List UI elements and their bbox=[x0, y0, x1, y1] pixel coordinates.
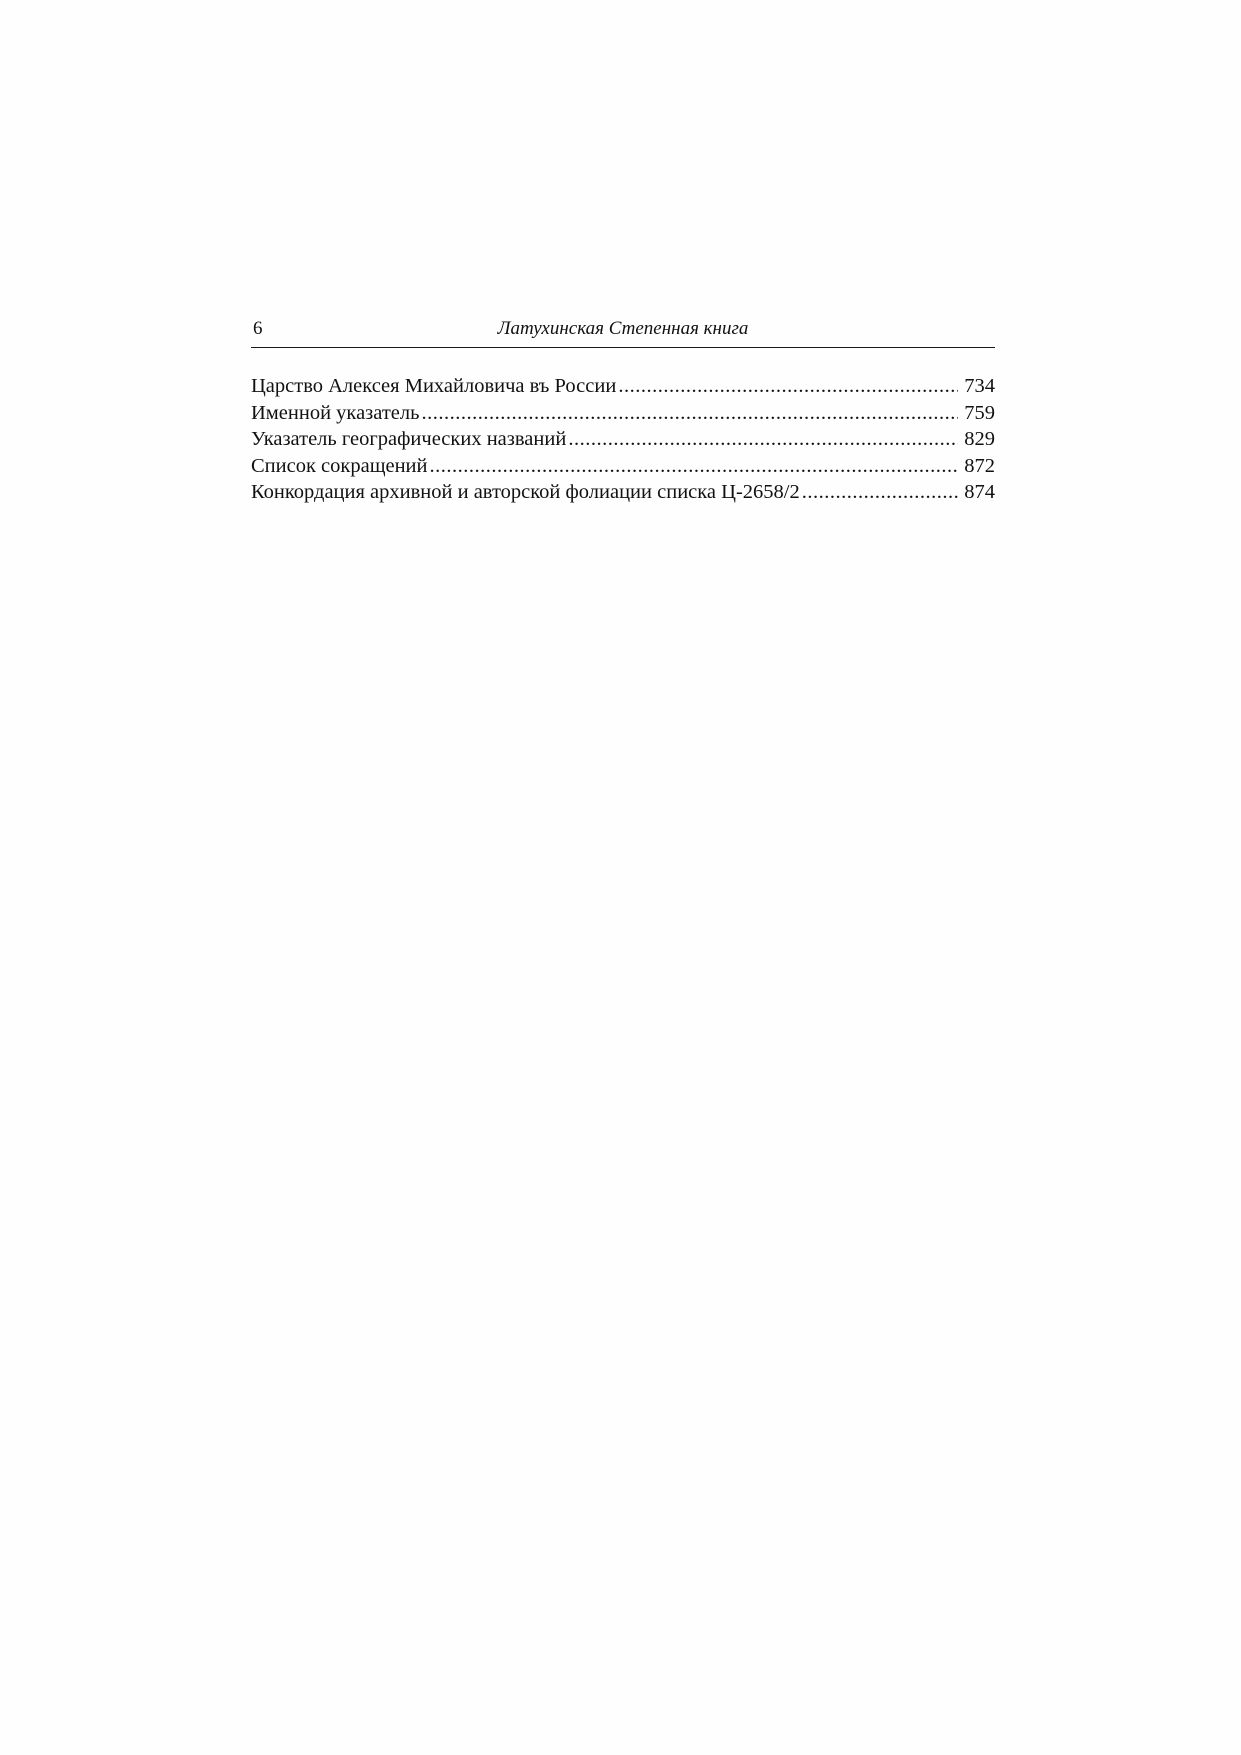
toc-entry-title: Указатель географических названий bbox=[251, 428, 567, 450]
toc-entry-page: 759 bbox=[964, 401, 995, 424]
toc-entry bbox=[251, 479, 995, 506]
toc-entry-page: 872 bbox=[964, 454, 995, 477]
toc-entry-page: 829 bbox=[964, 428, 995, 450]
toc-entry bbox=[251, 453, 995, 480]
toc-entry-title: Список сокращений bbox=[251, 454, 428, 477]
running-header bbox=[251, 313, 995, 348]
page-number: 6 bbox=[253, 318, 263, 339]
table-of-contents bbox=[251, 373, 995, 506]
toc-dot-leader bbox=[568, 426, 958, 453]
toc-entry-page: 734 bbox=[964, 375, 995, 397]
toc-entry bbox=[251, 373, 995, 400]
toc-entry-title: Конкордация архивной и авторской фолиации списка Ц-2658/2 bbox=[251, 481, 800, 503]
toc-entry bbox=[251, 426, 995, 453]
toc-dot-leader bbox=[618, 373, 958, 400]
toc-entry-title: Царство Алексея Михайловича въ России bbox=[251, 375, 617, 397]
toc-entry bbox=[251, 400, 995, 427]
toc-dot-leader bbox=[421, 400, 958, 427]
toc-entry-page: 874 bbox=[964, 481, 995, 503]
toc-entry-title: Именной указатель bbox=[251, 401, 420, 424]
toc-dot-leader bbox=[430, 453, 959, 480]
toc-dot-leader bbox=[802, 479, 959, 506]
book-title: Латухинская Степенная книга bbox=[497, 318, 749, 339]
